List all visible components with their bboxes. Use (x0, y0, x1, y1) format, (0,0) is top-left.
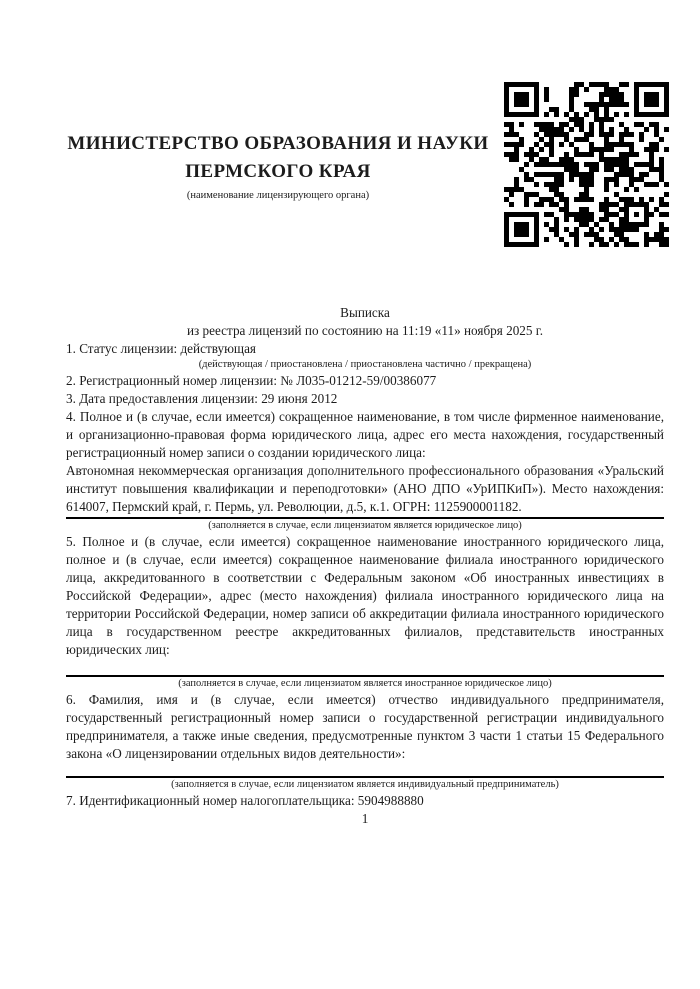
licensing-authority-caption: (наименование лицензирующего органа) (186, 190, 370, 201)
item-7-taxpayer-number: 7. Идентификационный номер налогоплательщика: 5904988880 (66, 793, 424, 808)
item-6-label: 6. Фамилия, имя и (в случае, если имеется) отчество индивидуального предпринимателя, государственный регистрационный номер записи о государственной регистрации индивидуального предпринимателя, а также иные сведения, предусмотренные пунктом 3 части 1 статьи 15 Федерального закона «О лицензировании отдельных видов деятельности»: (66, 692, 664, 761)
item-6-caption: (заполняется в случае, если лицензиатом является индивидуальный предприниматель) (171, 779, 559, 790)
document-title: Выписка (340, 305, 390, 320)
item-1-license-status: 1. Статус лицензии: действующая (66, 341, 257, 356)
document-subtitle: из реестра лицензий по состоянию на 11:19 «11» ноября 2025 г. (186, 323, 544, 338)
page-number: 1 (361, 811, 369, 826)
item-2-registration-number: 2. Регистрационный номер лицензии: № Л035-01212-59/00386077 (66, 373, 437, 388)
qr-code (504, 82, 669, 247)
item-3-grant-date: 3. Дата предоставления лицензии: 29 июня 2012 (66, 391, 338, 406)
item-1-caption: (действующая / приостановлена / приостановлена частично / прекращена) (198, 359, 532, 370)
ministry-name-line1: МИНИСТЕРСТВО ОБРАЗОВАНИЯ И НАУКИ (67, 133, 489, 154)
item-5-caption: (заполняется в случае, если лицензиатом является иностранное юридическое лицо) (178, 678, 552, 689)
ministry-name-line2: ПЕРМСКОГО КРАЯ (185, 161, 371, 182)
licensing-authority-header (66, 130, 490, 203)
item-4-value: Автономная некоммерческая организация дополнительного профессионального образования «Уральский институт повышения квалификации и переподготовки» (АНО ДПО «УрИПКиП»). Место нахождения: 614007, Пермский край, г. Пермь, ул. Революции, д.5, к.1. ОГРН: 1125900001182. (66, 463, 664, 514)
document-body (66, 304, 664, 828)
item-5-label: 5. Полное и (в случае, если имеется) сокращенное наименование иностранного юридического лица, полное и (в случае, если имеется) сокращенное наименование филиала иностранного юридического лица, аккредитованного в соответствии с Федеральным законом «Об иностранных инвестициях в Российской Федерации», адрес (место нахождения) филиала иностранного юридического лица на территории Российской Федерации, номер записи об аккредитации филиала иностранного юридического лица в государственном реестре аккредитованных филиалов, представительств иностранных юридических лиц: (66, 534, 664, 657)
item-4-caption: (заполняется в случае, если лицензиатом является юридическое лицо) (208, 520, 522, 531)
item-4-label: 4. Полное и (в случае, если имеется) сокращенное наименование, в том числе фирменное наименование, и организационно-правовая форма юридического лица, адрес его места нахождения, государственный регистрационный номер записи о создании юридического лица: (66, 409, 664, 460)
